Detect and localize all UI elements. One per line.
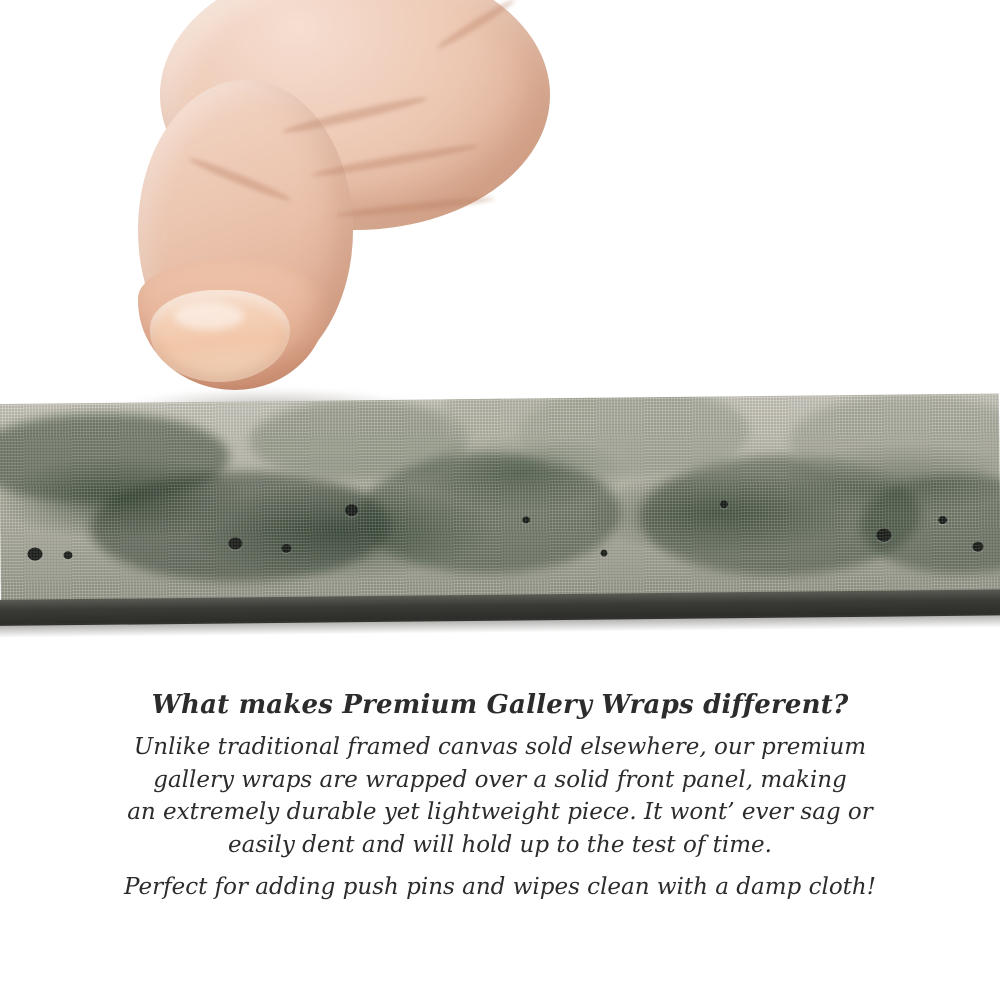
canvas-speck	[972, 542, 983, 552]
caption-line-3: an extremely durable yet lightweight piece. It wont’ ever sag or	[127, 799, 873, 826]
canvas-print-edge	[0, 394, 1000, 616]
caption-line-4: easily dent and will hold up to the test of time.	[228, 831, 772, 858]
caption-line-2: gallery wraps are wrapped over a solid front panel, making	[153, 766, 847, 793]
canvas-speck	[281, 544, 291, 553]
caption-heading: What makes Premium Gallery Wraps different?	[151, 690, 849, 720]
caption-line-1: Unlike traditional framed canvas sold elsewhere, our premium	[133, 734, 867, 760]
caption-closing-line: Perfect for adding push pins and wipes clean with a damp cloth!	[124, 873, 876, 900]
canvas-speck	[876, 529, 891, 542]
canvas-speck	[345, 504, 358, 516]
canvas-speck	[600, 550, 607, 557]
canvas-speck	[720, 500, 728, 508]
hand-illustration	[130, 0, 550, 440]
canvas-speck	[27, 548, 42, 561]
canvas-speck	[63, 551, 72, 559]
caption-block	[0, 690, 1000, 903]
fingernail-highlight	[174, 302, 244, 330]
canvas-speck	[938, 516, 947, 524]
canvas-speck	[522, 516, 530, 523]
canvas-speck	[228, 537, 242, 549]
